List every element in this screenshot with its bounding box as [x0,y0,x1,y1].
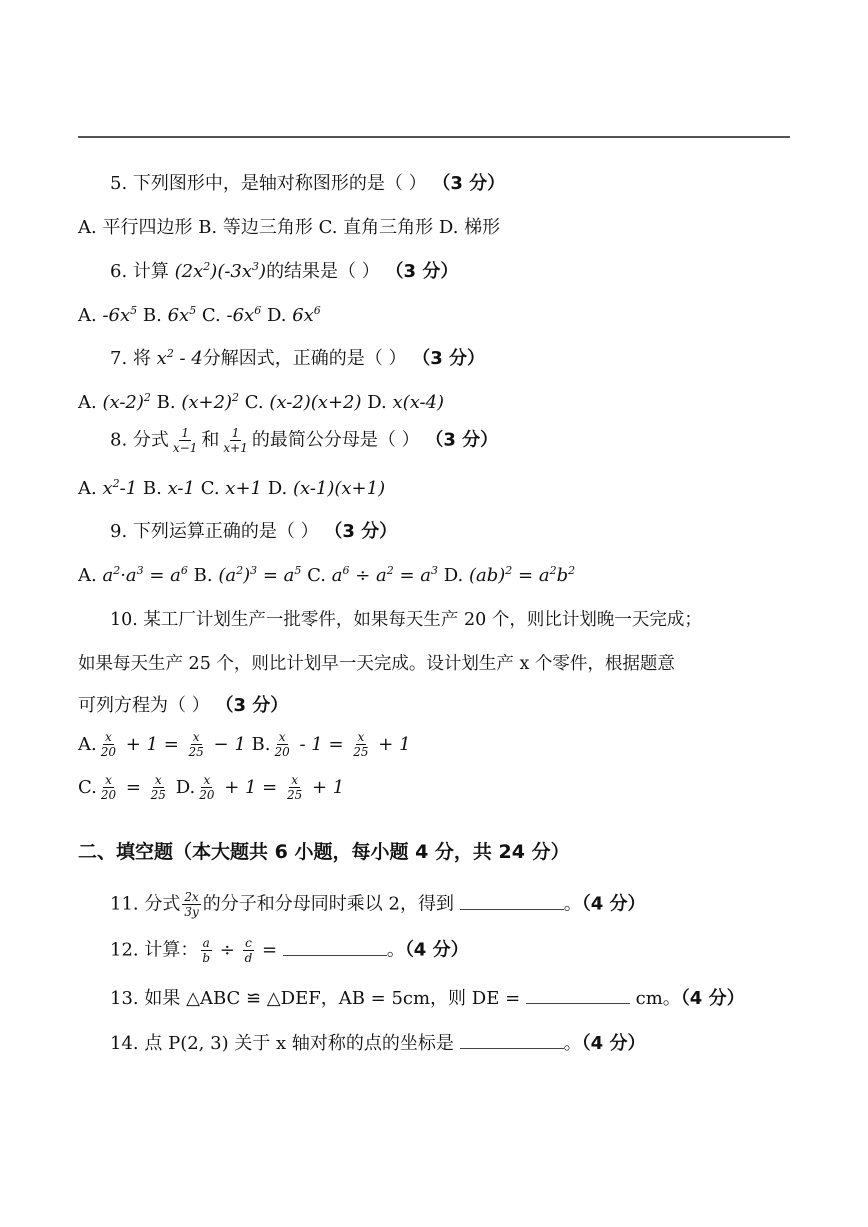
q6-option-c: C. $-6x^6$ [201,304,262,326]
q9-option-b: B. $(a^2)^3 = a^5$ [193,564,302,586]
q8-post: 的最简公分母是（ ） [251,429,420,451]
q6-score: （3 分） [385,261,459,282]
q10-score: （3 分） [215,695,289,716]
question-10-line-3 [78,692,288,720]
q10-option-b: B. $\frac{x}{20}$ - 1 = $\frac{x}{25}$ + 1 [251,730,411,759]
q11-pre: 分式 [144,893,181,915]
question-10-line-1 [110,606,702,634]
q6-expression: $(2x^2)(-3x^3)$ [174,260,267,282]
q8-option-d: D. (x-1)(x+1) [267,478,386,499]
q5-options [78,214,500,242]
q12-operator: ÷ [214,939,241,961]
q10-line-3: 可列方程为（ ） [78,695,210,716]
q6-option-b: B. $6x^5$ [142,304,197,326]
q10-line-2: 如果每天生产 25 个，则比计划早一天完成。设计划生产 x 个零件，根据题意 [78,654,675,674]
q7-number: 7. [110,348,128,369]
q9-number: 9. [110,521,128,542]
q7-option-c: C. (x-2)(x+2) [244,392,362,413]
q7-option-b: B. $(x+2)^2$ [156,391,240,413]
q10-line-1: 某工厂计划生产一批零件，如果每天生产 20 个，则比计划晚一天完成； [143,610,702,630]
q7-pre: 将 [132,348,151,369]
q6-option-a: A. $-6x^5$ [78,304,138,326]
q11-score: （4 分） [581,893,646,915]
q5-option-c: C. 直角三角形 [318,217,434,238]
q8-pre: 分式 [132,429,169,451]
question-6 [110,258,458,286]
q10-options-cd [78,773,344,802]
q5-score: （3 分） [432,173,506,194]
q7-option-a: A. $(x-2)^2$ [78,391,151,413]
q9-text: 下列运算正确的是（ ） [132,521,319,542]
question-11 [110,890,646,919]
question-9 [110,518,397,546]
q11-answer-blank[interactable] [460,891,564,910]
q9-option-a: A. $a^2\cdot a^3 = a^6$ [78,564,188,586]
q10-options-ab [78,730,411,759]
q12-score: （4 分） [404,939,469,961]
q13-answer-blank[interactable] [526,985,630,1004]
q10-option-a: A. $\frac{x}{20}$ + 1 = $\frac{x}{25}$ − 1 [78,730,246,759]
q6-pre: 计算 [132,261,169,282]
q13-unit: cm。 [635,988,681,1009]
q12-fraction-1: $\frac{a}{b}$ [202,936,211,965]
q8-option-b: B. x-1 [142,478,195,499]
section-2-title: 二、填空题（本大题共 6 小题，每小题 4 分，共 24 分） [78,841,570,863]
q11-fraction: $\frac{2x}{3y}$ [184,890,199,919]
q6-post: 的结果是（ ） [266,261,380,282]
q5-option-a: A. 平行四边形 [78,217,193,238]
q13-number: 13. [110,988,139,1009]
q12-fraction-2: $\frac{c}{d}$ [244,936,253,965]
question-5 [110,170,505,198]
q12-answer-blank[interactable] [283,937,387,956]
question-13 [110,985,745,1013]
q8-mid: 和 [201,429,220,451]
q8-number: 8. [110,429,128,451]
q6-option-d: D. $6x^6$ [266,304,321,326]
header-rule [78,136,790,138]
q11-number: 11. [110,893,139,915]
q11-end: 。 [563,893,582,915]
q7-score: （3 分） [412,348,486,369]
q8-fraction-2: $\frac{1}{x+1}$ [223,426,248,455]
q8-score: （3 分） [425,429,499,451]
q5-text: 下列图形中，是轴对称图形的是（ ） [132,173,427,194]
q14-answer-blank[interactable] [460,1030,564,1049]
question-12 [110,936,469,965]
q10-option-c: C. $\frac{x}{20}$ = $\frac{x}{25}$ [78,773,166,802]
q14-score: （4 分） [581,1033,646,1054]
question-8 [110,426,498,455]
q8-option-c: C. x+1 [200,478,262,499]
q5-number: 5. [110,173,128,194]
q13-score: （4 分） [680,988,745,1009]
q13-text: 如果 △ABC ≌ △DEF，AB = 5cm，则 DE = [144,988,521,1009]
q7-option-d: D. x(x-4) [367,392,445,413]
q12-number: 12. [110,939,139,961]
q6-number: 6. [110,261,128,282]
q7-options [78,389,444,417]
q10-option-d: D. $\frac{x}{20}$ + 1 = $\frac{x}{25}$ + 1 [175,773,345,802]
q8-fraction-1: $\frac{1}{x-1}$ [172,426,198,455]
q10-number: 10. [110,610,138,630]
q9-option-c: C. $a^6 \div a^2 = a^3$ [307,564,438,586]
q14-text: 点 P(2, 3) 关于 x 轴对称的点的坐标是 [144,1033,454,1054]
question-7 [110,345,485,373]
q9-option-d: D. $(ab)^2 = a^2b^2$ [443,564,576,586]
q5-option-d: D. 梯形 [438,217,501,238]
q6-options [78,302,321,330]
q12-equals: = [256,939,283,961]
q8-options [78,475,385,503]
q12-end: 。 [386,939,405,961]
q12-pre: 计算： [144,939,199,961]
q14-number: 14. [110,1033,139,1054]
q9-options [78,562,575,590]
q5-option-b: B. 等边三角形 [198,217,313,238]
question-14 [110,1030,645,1058]
q9-score: （3 分） [324,521,398,542]
q7-post: 分解因式，正确的是（ ） [202,348,407,369]
q7-expression: $x^2 - 4$ [156,347,203,369]
q11-post: 的分子和分母同时乘以 2，得到 [202,893,454,915]
q14-end: 。 [563,1033,582,1054]
q8-option-a: A. $x^2-1$ [78,477,138,499]
